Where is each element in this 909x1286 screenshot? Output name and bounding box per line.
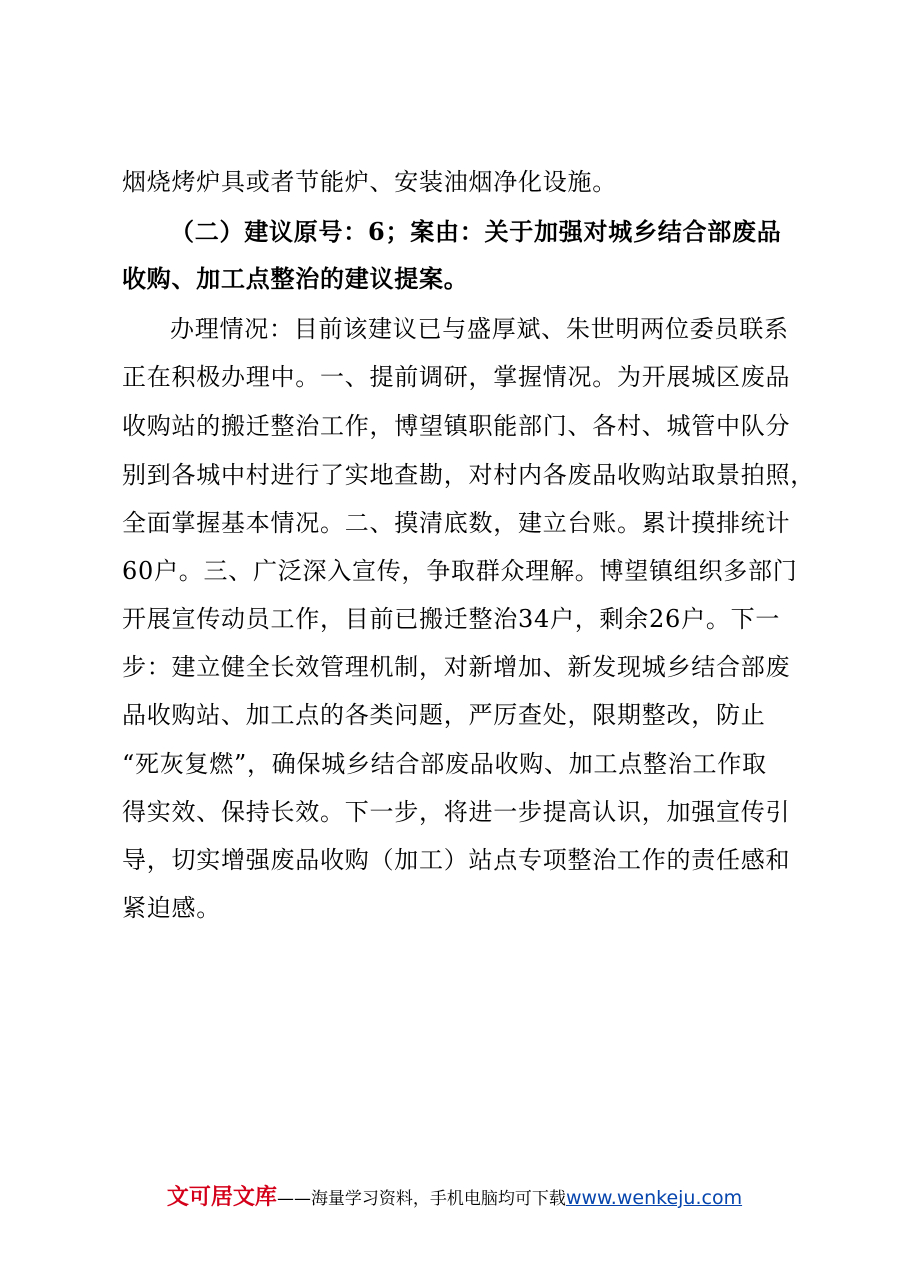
footer-tagline: ——海量学习资料，手机电脑均可下载 (276, 1189, 566, 1209)
paragraph-line: 别到各城中村进行了实地查勘，对村内各废品收购站取景拍照， (122, 461, 815, 489)
proposal-heading: （二）建议原号：6；案由：关于加强对城乡结合部废品 (170, 217, 782, 246)
paragraph-line: 得实效、保持长效。下一步，将进一步提高认识，加强宣传引 (122, 798, 791, 826)
footer-brand: 文可居文库 (166, 1185, 277, 1210)
paragraph-line: 步：建立健全长效管理机制，对新增加、新发现城乡结合部废 (122, 653, 791, 681)
paragraph-line: 品收购站、加工点的各类问题，严厉查处，限期整改，防止 (122, 701, 766, 729)
paragraph-line: 开展宣传动员工作，目前已搬迁整治34户，剩余26户。下一 (122, 605, 781, 633)
paragraph-line: “死灰复燃”，确保城乡结合部废品收购、加工点整治工作取 (122, 750, 767, 778)
paragraph-line: 办理情况：目前该建议已与盛厚斌、朱世明两位委员联系 (170, 315, 789, 343)
footer-website-link[interactable]: www.wenkeju.com (565, 1187, 743, 1209)
paragraph-line: 导，切实增强废品收购（加工）站点专项整治工作的责任感和 (122, 846, 791, 874)
paragraph-line: 烟烧烤炉具或者节能炉、安装油烟净化设施。 (122, 168, 617, 196)
paragraph-line: 60户。三、广泛深入宣传，争取群众理解。博望镇组织多部门 (122, 557, 798, 585)
paragraph-line: 收购站的搬迁整治工作，博望镇职能部门、各村、城管中队分 (122, 412, 791, 440)
paragraph-line: 全面掌握基本情况。二、摸清底数，建立台账。累计摸排统计 (122, 509, 791, 537)
paragraph-line: 正在积极办理中。一、提前调研，掌握情况。为开展城区废品 (122, 363, 791, 391)
footer-banner (0, 1180, 909, 1211)
proposal-heading-cont: 收购、加工点整治的建议提案。 (122, 264, 469, 293)
paragraph-line: 紧迫感。 (122, 894, 221, 922)
